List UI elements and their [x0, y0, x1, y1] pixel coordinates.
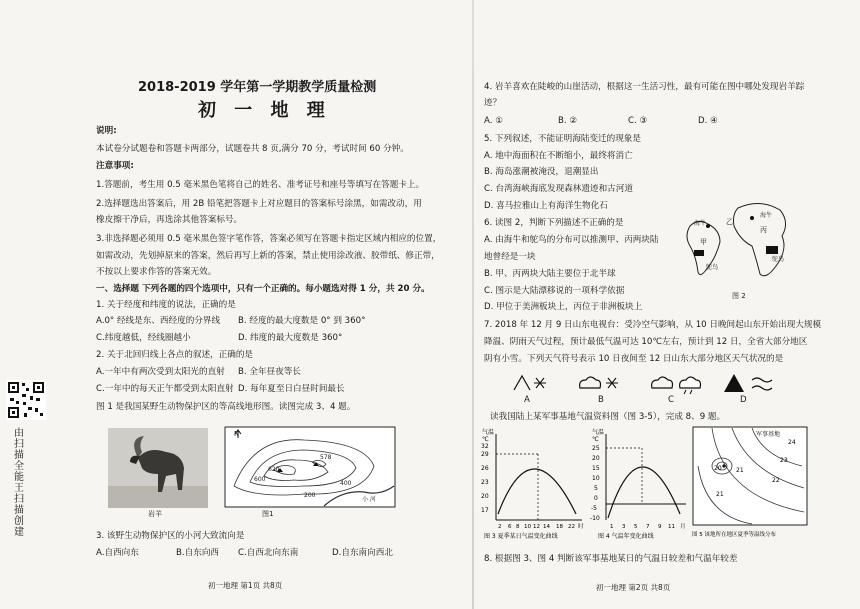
fig4-xtick-1: 3 [622, 524, 626, 530]
fig3-ytick-5: 17 [481, 507, 489, 514]
fig3-xtick-1: 6 [508, 524, 512, 530]
fig5-isotherm-20: 20 [714, 465, 722, 472]
elevation-620: 620 [268, 466, 280, 473]
fig3-xunit: 时 [578, 524, 584, 530]
continent-bing: 丙 [760, 226, 767, 234]
question-5: 5. 下列叙述，不能证明海陆变迁的现象是 [484, 134, 642, 144]
q5-option-a: A. 地中海面积在不断缩小，最终将消亡 [484, 151, 633, 161]
q5-option-b: B. 海岛涨潮被淹没，退潮显出 [484, 167, 599, 177]
fig5-caption: 图 5 该地所在地区夏季等温线分布 [692, 532, 776, 538]
fig4-caption: 图 4 气温年变化曲线 [598, 533, 654, 540]
question-4-line-2: 迹？ [484, 98, 502, 108]
q1-option-b: B. 经度的最大度数是 0° 到 360° [238, 316, 366, 326]
fig3-xtick-5: 14 [543, 524, 550, 530]
contour-400: 400 [340, 480, 352, 487]
rule-2-line-2: 橡皮擦干净后，再选涂其他答案标号。 [96, 215, 243, 225]
question-3: 3. 该野生动物保护区的小河大致流向是 [96, 531, 245, 541]
fig5-isotherm-23: 23 [780, 457, 788, 464]
q6-option-c: C. 图示是大陆漂移说的一项科学依据 [484, 286, 625, 296]
option-label-d: D [740, 395, 747, 405]
figure-3-daily-temperature-chart [480, 428, 586, 540]
fig4-xtick-0: 1 [610, 524, 614, 530]
fig3-xtick-2: 8 [516, 524, 520, 530]
question-7-line-2: 降温、阴雨天气过程，预计最低气温可达 10℃左右，预计到 12 日，全省大部分地区 [484, 337, 808, 347]
river-label: 小 河 [362, 496, 376, 503]
figure-1-caption: 图1 [262, 510, 274, 518]
q4-option-d: D. ④ [698, 116, 718, 126]
exam-title: 2018-2019 学年第一学期教学质量检测 [138, 80, 377, 95]
qr-code-icon [6, 380, 46, 420]
q3-option-c: C.自西北向东南 [238, 548, 299, 558]
q6-option-a-line-2: 地曾经是一块 [484, 252, 536, 262]
figure-2-continents-map [680, 196, 806, 292]
figure-1-intro: 图 1 是我国某野生动物保护区的等高线地形图。读图完成 3、4 题。 [96, 402, 356, 412]
page-2-footer: 初一地理 第2页 共8页 [596, 583, 671, 592]
q3-option-d: D.自东南向西北 [332, 548, 393, 558]
goat-photo [108, 428, 208, 508]
q3-option-b: B.自东向西 [176, 548, 220, 558]
q2-option-a: A.一年中有两次受到太阳光的直射 [96, 367, 225, 377]
q6-option-d: D. 甲位于美洲板块上，丙位于非洲板块上 [484, 302, 643, 312]
annual-temperature-curve [608, 467, 680, 518]
fig4-xtick-4: 9 [658, 524, 662, 530]
q2-option-c: C.一年中的每天正午都受到太阳直射 [96, 384, 234, 394]
fig3-ytick-1: 29 [481, 451, 489, 458]
fig4-ytick-4: 5 [594, 485, 598, 492]
option-label-c: C [668, 395, 675, 405]
figure-5-isotherm-map [692, 426, 808, 540]
question-2: 2. 关于北回归线上各点的叙述，正确的是 [96, 350, 254, 360]
question-4-line-1: 4. 岩羊喜欢在陡峻的山崖活动，根据这一生活习性，最有可能在图中哪处发现岩羊踪 [484, 82, 805, 92]
fig3-caption: 图 3 夏季某日气温变化曲线 [484, 533, 558, 540]
fig4-xtick-3: 7 [646, 524, 650, 530]
weather-symbol-c-icon [652, 377, 701, 394]
q4-option-b: B. ② [558, 116, 578, 126]
rule-2-line-1: 2.选择题选出答案后，用 2B 铅笔把答题卡上对应题目的答案标号涂黑，如需改动，用 [96, 199, 422, 209]
fig4-yunit: ℃ [592, 436, 599, 443]
figure-1-contour-map [224, 426, 396, 508]
ostrich-label-right: 鸵鸟 [772, 256, 785, 263]
question-6: 6. 读图 2，判断下列描述不正确的是 [484, 218, 624, 228]
scanner-watermark: 由 扫描全能王 扫描创建 [14, 428, 24, 538]
option-label-a: A [524, 395, 530, 405]
fig3-ytick-3: 23 [481, 479, 489, 486]
weather-symbols [512, 370, 792, 396]
fig3-yunit: ℃ [482, 436, 489, 443]
fig4-xtick-2: 5 [634, 524, 638, 530]
figure-2-caption: 图 2 [732, 292, 746, 300]
subject-title: 初 一 地 理 [198, 100, 331, 121]
fig4-ytick-3: 10 [592, 475, 600, 482]
fig4-ytick-1: 20 [592, 455, 600, 462]
q4-option-a: A. ① [484, 116, 503, 126]
continents-drawing [680, 196, 806, 292]
fig4-ytick-2: 15 [592, 465, 600, 472]
q1-option-d: D. 纬度的最大度数是 360° [238, 333, 343, 343]
rule-3-line-1: 3.非选择题必须用 0.5 毫米黑色签字笔作答，答案必须写在答题卡指定区域内相应的位置， [96, 234, 442, 244]
fig4-ytick-7: -10 [590, 515, 600, 522]
fig5-isotherm-24: 24 [788, 439, 796, 446]
page-fold [472, 0, 474, 609]
question-7-line-3: 阴有小雪。下列天气符号表示 10 日夜间至 12 日山东大部分地区天气状况的是 [484, 354, 784, 364]
q3-option-a: A.自西向东 [96, 548, 139, 558]
rule-3-line-2: 如需改动，先划掉原来的答案，然后再写上新的答案，禁止使用涂改液、胶带纸、修正带， [96, 251, 440, 261]
contour-600: 600 [254, 476, 266, 483]
goat-photo-drawing [108, 428, 208, 508]
notes-heading: 说明: [96, 126, 117, 136]
north-label: N [234, 430, 240, 438]
fig4-ytick-6: -5 [591, 505, 597, 512]
photo-caption: 岩羊 [148, 510, 162, 518]
q1-option-a: A.0° 经线是东、西经度的分界线 [96, 316, 221, 326]
q1-option-c: C.纬度越低，经线圈越小 [96, 333, 191, 343]
question-8: 8. 根据图 3、图 4 判断该军事基地某日的气温日较差和气温年较差 [484, 554, 738, 564]
q6-option-b: B. 甲、丙两块大陆主要位于北半球 [484, 269, 616, 279]
notes-text: 本试卷分试题卷和答题卡两部分，试题卷共 8 页,满分 70 分，考试时间 60 分钟。 [96, 144, 409, 154]
weather-symbol-a-icon [514, 376, 546, 390]
q2-option-d: D. 每年夏至日白昼时间最长 [238, 384, 345, 394]
q4-option-c: C. ③ [628, 116, 648, 126]
weather-symbol-d-icon [724, 374, 772, 392]
q6-option-a-line-1: A. 由海牛和鸵鸟的分布可以推测甲、丙两块陆 [484, 235, 659, 245]
fig5-base-label: 军事基地 [756, 431, 781, 438]
fig4-ytick-0: 25 [592, 445, 600, 452]
ocean-yi: 乙 [726, 218, 733, 226]
ostrich-label-left: 鸵鸟 [706, 264, 719, 271]
contour-200: 200 [304, 492, 316, 499]
fig3-xtick-7: 22 [568, 524, 575, 530]
fig3-xtick-6: 18 [556, 524, 563, 530]
fig4-xtick-5: 11 [668, 524, 675, 530]
fig4-xunit: 月 [680, 524, 686, 530]
figures-3-5-intro: 读我国陆上某军事基地气温资料图（图 3-5），完成 8、9 题。 [490, 412, 726, 422]
manatee-label-left: 海牛 [694, 220, 707, 227]
attention-heading: 注意事项: [96, 161, 134, 171]
weather-symbol-b-icon [580, 377, 618, 388]
fig3-xtick-3: 10 [524, 524, 531, 530]
manatee-label-right: 海牛 [760, 212, 773, 219]
fig3-ylabel: 气温 [482, 429, 495, 436]
fig3-ytick-4: 20 [481, 493, 489, 500]
rule-3-line-3: 不按以上要求作答的答案无效。 [96, 267, 217, 277]
daily-temperature-curve [498, 469, 576, 514]
elevation-578: 578 [320, 454, 332, 461]
fig5-isotherm-21a: 21 [736, 467, 744, 474]
fig3-ytick-2: 26 [481, 465, 489, 472]
option-label-b: B [598, 395, 604, 405]
page-1-footer: 初一地理 第1页 共8页 [208, 581, 283, 590]
q5-option-d: D. 喜马拉雅山上有海洋生物化石 [484, 201, 608, 211]
fig5-isotherm-22: 22 [772, 477, 780, 484]
q2-option-b: B. 全年昼夜等长 [238, 367, 301, 377]
fig5-isotherm-21b: 21 [716, 491, 724, 498]
continent-jia: 甲 [700, 238, 707, 246]
qr-code-drawing [6, 380, 46, 420]
figure-4-annual-temperature-chart [590, 428, 690, 540]
fig3-ytick-0: 32 [481, 443, 489, 450]
question-7-line-1: 7. 2018 年 12 月 9 日山东电视台：受冷空气影响，从 10 日晚间起山东开始出现大规模 [484, 320, 822, 330]
fig4-ylabel: 气温 [592, 429, 605, 436]
section-1-heading: 一、选择题 下列各题的四个选项中，只有一个正确的。每小题选对得 1 分，共 20 分。 [96, 284, 430, 294]
fig3-xtick-4: 12 [533, 524, 540, 530]
question-1: 1. 关于经度和纬度的说法，正确的是 [96, 300, 236, 310]
fig4-ytick-5: 0 [594, 495, 598, 502]
q5-option-c: C. 台湾海峡海底发现森林遗迹和古河道 [484, 184, 633, 194]
fig3-xtick-0: 2 [498, 524, 502, 530]
rule-1: 1.答题前，考生用 0.5 毫米黑色笔将自己的姓名、准考证号和座号等填写在答题卡上。 [96, 180, 425, 190]
